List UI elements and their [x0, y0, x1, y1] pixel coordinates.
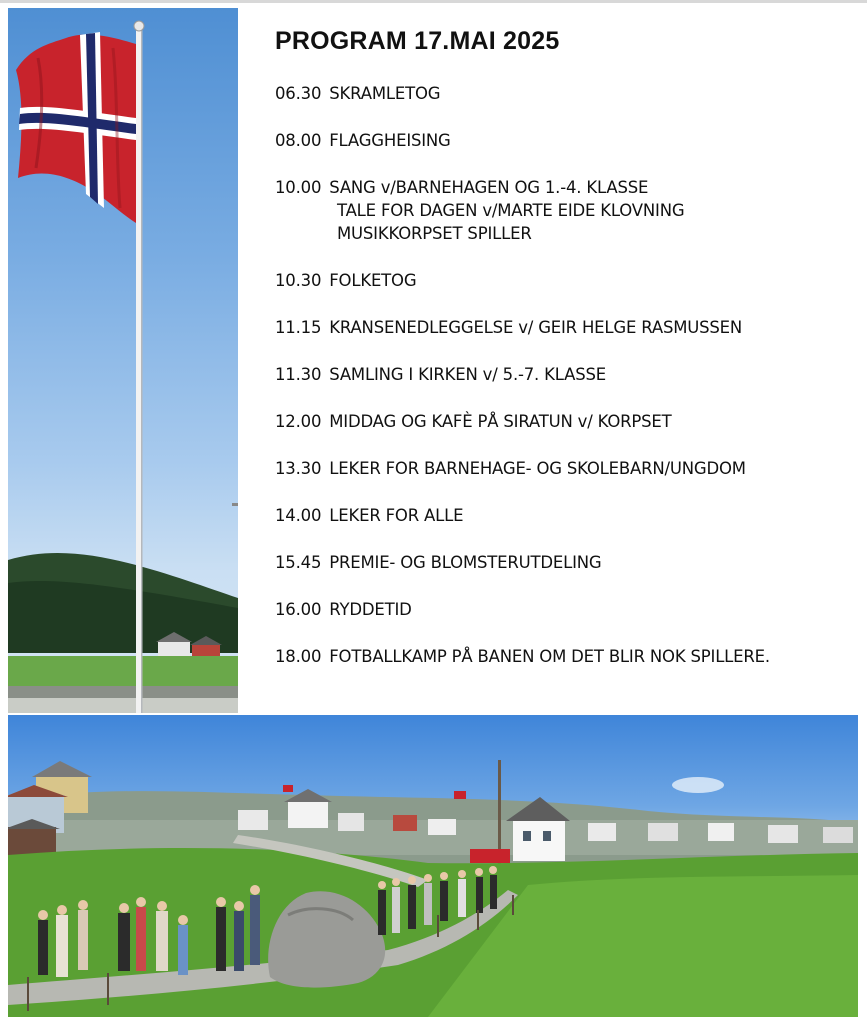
flag-on-pole-illustration [8, 8, 238, 713]
program-item-time: 18.00 [275, 647, 322, 666]
program-item [275, 269, 855, 292]
program-item-time: 11.15 [275, 318, 322, 337]
program-item [275, 598, 855, 621]
program-item-text: SANG v/BARNEHAGEN OG 1.-4. KLASSE [329, 178, 649, 197]
program-item [275, 82, 855, 105]
program-section [275, 24, 855, 692]
program-item-time: 16.00 [275, 600, 322, 619]
program-item-text: LEKER FOR BARNEHAGE- OG SKOLEBARN/UNGDOM [329, 459, 746, 478]
village-procession-illustration [8, 715, 858, 1017]
program-title: PROGRAM 17.MAI 2025 [275, 27, 560, 55]
program-item [275, 410, 855, 433]
procession-photo [8, 715, 858, 1017]
program-item [275, 176, 855, 245]
program-item [275, 316, 855, 339]
program-item-text: FOLKETOG [329, 271, 417, 290]
program-item [275, 504, 855, 527]
program-item-time: 10.30 [275, 271, 322, 290]
program-item-text: PREMIE- OG BLOMSTERUTDELING [329, 553, 602, 572]
program-item-text: RYDDETID [329, 600, 412, 619]
program-item-time: 12.00 [275, 412, 322, 431]
program-item [275, 129, 855, 152]
program-item [275, 645, 855, 668]
program-item [275, 457, 855, 480]
program-item-text: MIDDAG OG KAFÈ PÅ SIRATUN v/ KORPSET [329, 412, 672, 431]
top-rule [0, 0, 867, 3]
program-item-time: 10.00 [275, 178, 322, 197]
program-item-text: FLAGGHEISING [329, 131, 451, 150]
program-item-time: 14.00 [275, 506, 322, 525]
small-flag [283, 785, 293, 792]
white-house [513, 819, 565, 861]
norwegian-flag [16, 32, 136, 223]
stone-wall [8, 686, 238, 698]
program-list [275, 82, 855, 668]
program-item-text: SAMLING I KIRKEN v/ 5.-7. KLASSE [329, 365, 606, 384]
program-item-time: 11.30 [275, 365, 322, 384]
small-flag [454, 791, 466, 799]
program-item-text: SKRAMLETOG [329, 84, 441, 103]
program-item-time: 15.45 [275, 553, 322, 572]
program-item-time: 06.30 [275, 84, 322, 103]
program-item [275, 363, 855, 386]
program-item [275, 551, 855, 574]
program-item-text: TALE FOR DAGEN v/MARTE EIDE KLOVNING [337, 201, 685, 220]
pole-finial [134, 21, 144, 31]
program-item-text: KRANSENEDLEGGELSE v/ GEIR HELGE RASMUSSEN [329, 318, 743, 337]
program-item-time: 08.00 [275, 131, 322, 150]
program-item-time: 13.30 [275, 459, 322, 478]
flag-photo [8, 8, 238, 713]
program-item-text: MUSIKKORPSET SPILLER [337, 224, 532, 243]
program-item-text: FOTBALLKAMP PÅ BANEN OM DET BLIR NOK SPILLERE. [329, 647, 770, 666]
program-item-text: LEKER FOR ALLE [329, 506, 464, 525]
road [8, 698, 238, 713]
flag-banner [470, 849, 510, 863]
